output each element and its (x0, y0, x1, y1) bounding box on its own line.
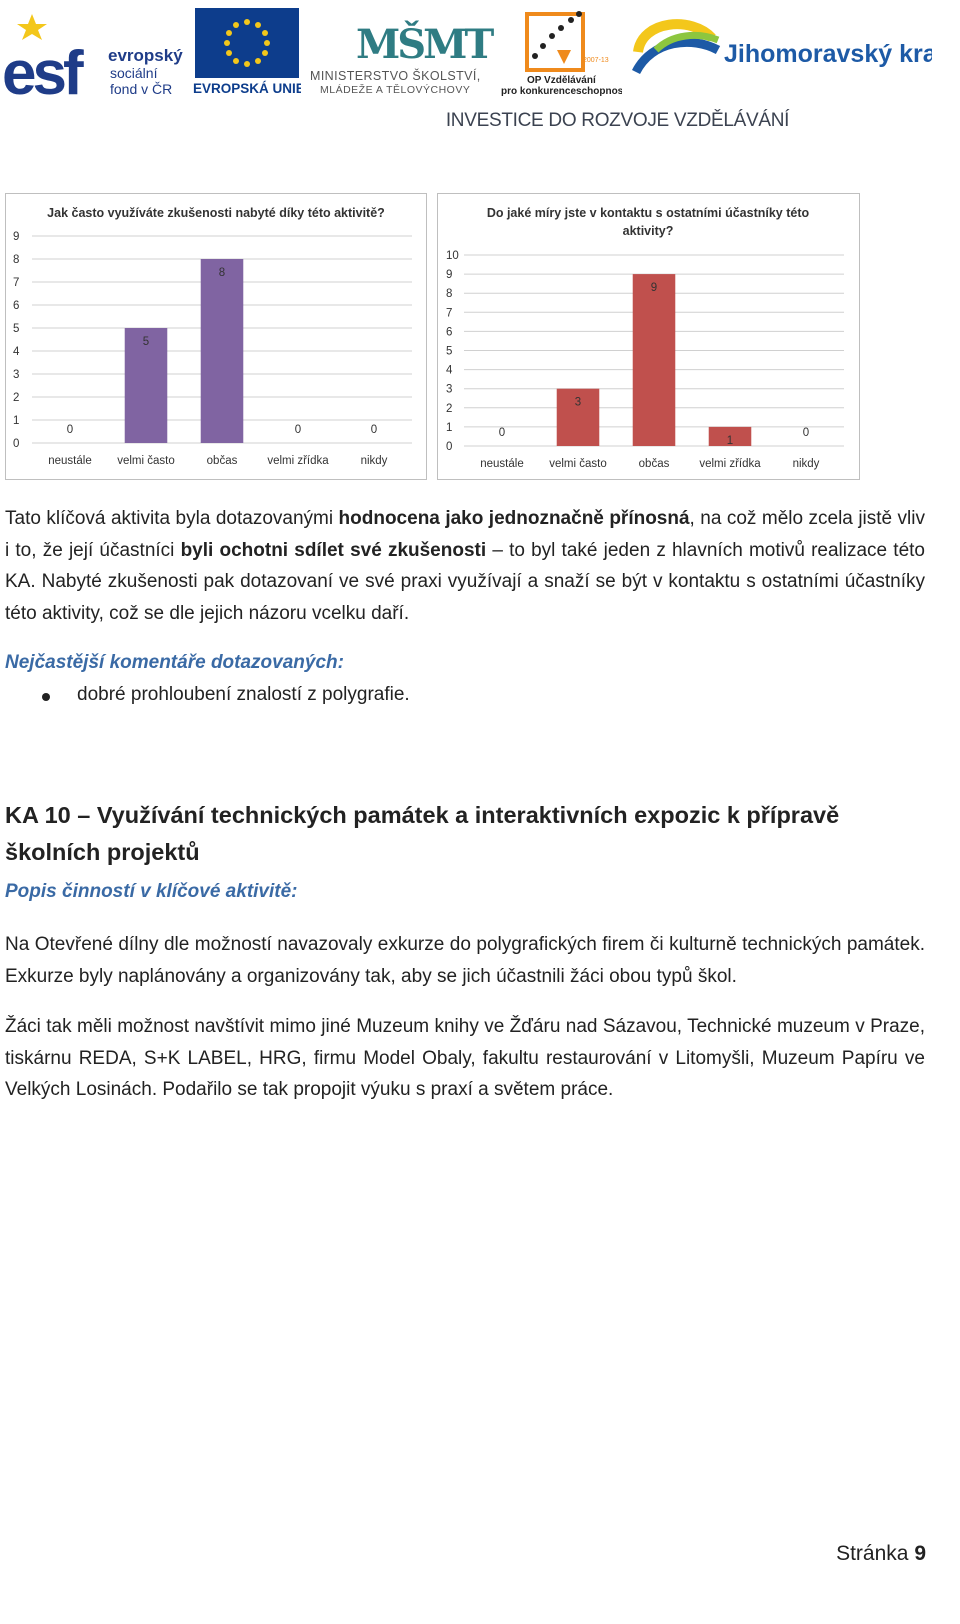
y-tick-label: 10 (446, 250, 459, 262)
op-arrow-icon (557, 50, 571, 64)
category-label: velmi často (117, 455, 175, 467)
data-label: 0 (370, 424, 378, 436)
category-label: nikdy (792, 458, 820, 470)
page-number-value: 9 (914, 1542, 926, 1565)
svg-text:Jihomoravský kraj: Jihomoravský kraj (724, 40, 932, 68)
category-label: velmi zřídka (267, 455, 329, 467)
chart-title: Jak často využíváte zkušenosti nabyté díky této aktivitě? (47, 206, 385, 220)
bar (201, 259, 244, 443)
y-tick-label: 1 (13, 415, 20, 427)
y-tick-label: 8 (446, 288, 453, 301)
msmt-logo (306, 6, 496, 96)
page-label: Stránka (836, 1542, 909, 1565)
data-label: 8 (218, 267, 226, 279)
y-tick-label: 9 (446, 269, 453, 282)
svg-text:MŠMT: MŠMT (356, 21, 492, 68)
eu-logo (193, 8, 301, 96)
y-tick-label: 3 (13, 369, 20, 381)
category-label: neustále (48, 455, 92, 467)
category-label: nikdy (360, 455, 388, 467)
excursions-paragraph: Na Otevřené dílny dle možností navazovaly exkurze do polygrafických firem či kulturně technických památek. Exkurze byly naplánovány a organizovány tak, aby se jich účastnili žáci obou typů škol. (5, 934, 925, 987)
y-tick-label: 5 (446, 345, 453, 358)
y-tick-label: 0 (13, 438, 20, 450)
text-run: Tato klíčová aktivita byla dotazovanými (5, 508, 339, 529)
svg-text:evropský: evropský (108, 46, 183, 65)
jihomoravsky-kraj-logo (632, 10, 932, 80)
bold-run: byli ochotni sdílet své zkušenosti (180, 539, 487, 561)
svg-text:sociální: sociální (110, 65, 158, 81)
data-label: 1 (726, 434, 734, 447)
svg-text:MINISTERSTVO ŠKOLSTVÍ,: MINISTERSTVO ŠKOLSTVÍ, (310, 69, 481, 83)
y-tick-label: 3 (446, 383, 453, 396)
activity-description-heading: Popis činností v klíčové aktivitě: (5, 881, 298, 902)
text-run: , na což mělo zcela jistě vliv i to, že její účastníci (5, 508, 925, 561)
svg-text:2007-13: 2007-13 (583, 57, 609, 64)
category-label: občas (638, 458, 670, 470)
chart-usage-frequency-svg (6, 194, 426, 479)
chart-contact-level-svg (438, 194, 859, 479)
visits-paragraph: Žáci tak měli možnost navštívit mimo jiné Muzeum knihy ve Žďáru nad Sázavou, Technické muzeum v Praze, tiskárnu REDA, S+K LABEL, HRG, firmu Model Obaly, fakultu restaurování v Litomyšli, Muzeum Papíru ve Velkých Losinách. Podařilo se tak propojit výuku s praxí a světem práce. (5, 1016, 925, 1100)
svg-text:OP Vzdělávání: OP Vzdělávání (527, 75, 596, 86)
category-label: velmi často (549, 458, 607, 470)
svg-text:pro konkurenceschopnost: pro konkurenceschopnost (501, 86, 622, 96)
chart-contact-level (437, 193, 860, 480)
svg-text:esf: esf (2, 39, 80, 98)
chart-title: Do jaké míry jste v kontaktu s ostatními účastníky této (486, 206, 810, 220)
data-label: 0 (802, 427, 810, 439)
esf-logo (2, 8, 187, 98)
category-label: občas (206, 455, 238, 467)
y-tick-label: 4 (446, 364, 453, 377)
y-tick-label: 4 (13, 346, 20, 358)
comments-list (5, 684, 410, 706)
comments-heading: Nejčastější komentáře dotazovaných: (5, 652, 344, 673)
page-number (836, 1542, 926, 1566)
y-tick-label: 6 (446, 326, 453, 339)
svg-text:fond v ČR: fond v ČR (110, 81, 173, 97)
svg-text:EVROPSKÁ UNIE: EVROPSKÁ UNIE (193, 81, 301, 96)
y-tick-label: 2 (446, 402, 453, 415)
y-tick-label: 7 (446, 307, 453, 320)
text-run: – to byl také jeden z hlavních motivů realizace této KA. Nabyté zkušenosti pak dotazovaní ve své praxi využívají a snaží se být v kontaktu s ostatními účastníky této aktivity, což se dle jejich názoru vcelku daří. (5, 539, 925, 624)
logo-header (0, 0, 960, 135)
data-label: 5 (142, 336, 150, 348)
y-tick-label: 5 (13, 323, 20, 335)
y-tick-label: 9 (13, 231, 20, 243)
op-vzdelavani-logo (497, 6, 622, 96)
evaluation-paragraph (5, 503, 925, 629)
section-title: KA 10 – Využívání technických památek a interaktivních expozic k přípravě školních projektů (5, 802, 840, 865)
tagline: INVESTICE DO ROZVOJE VZDĚLÁVÁNÍ (445, 110, 790, 131)
data-label: 0 (66, 424, 74, 436)
list-item: dobré prohloubení znalostí z polygrafie. (5, 684, 410, 706)
category-label: neustále (480, 458, 524, 470)
y-tick-label: 6 (13, 300, 20, 312)
bold-run: hodnocena jako jednoznačně přínosná (338, 508, 690, 529)
chart-usage-frequency (5, 193, 427, 480)
bar (633, 274, 676, 446)
data-label: 0 (498, 427, 506, 439)
data-label: 9 (650, 282, 658, 295)
chart-title: aktivity? (622, 224, 674, 238)
svg-text:MLÁDEŽE A TĚLOVÝCHOVY: MLÁDEŽE A TĚLOVÝCHOVY (320, 84, 471, 96)
category-label: velmi zřídka (699, 458, 761, 470)
y-tick-label: 2 (13, 392, 20, 404)
y-tick-label: 8 (13, 254, 20, 266)
y-tick-label: 1 (446, 421, 453, 434)
y-tick-label: 7 (13, 277, 20, 289)
data-label: 3 (574, 396, 582, 409)
y-tick-label: 0 (446, 441, 453, 453)
data-label: 0 (294, 424, 302, 436)
